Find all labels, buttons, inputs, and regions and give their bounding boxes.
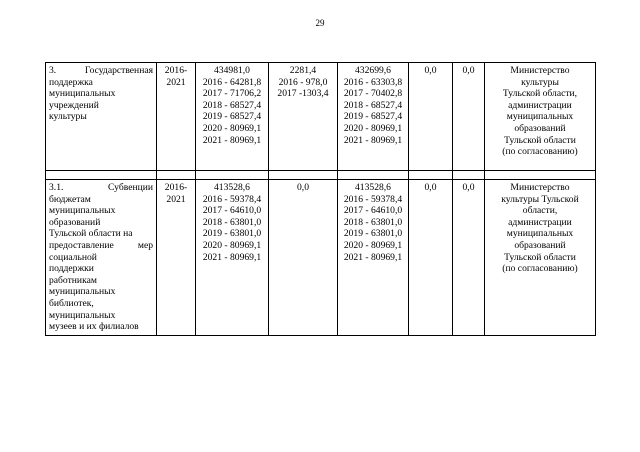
- executor-line: Тульской области: [504, 251, 576, 263]
- funding-value: 2020 - 80969,1: [202, 122, 262, 134]
- measure-name-line: муниципальных: [49, 88, 116, 100]
- executor-line: образований: [514, 122, 566, 134]
- executor-line: Министерство: [510, 65, 570, 76]
- table-row: [46, 63, 596, 171]
- measure-name-line: Тульской области на: [49, 228, 133, 240]
- funding-value: 2016 - 978,0: [278, 76, 328, 88]
- federal-funding-cell: [269, 63, 338, 171]
- funding-value: 2020 - 80969,1: [343, 239, 403, 251]
- period-end: 2021: [166, 76, 186, 88]
- funding-value: 2021 - 80969,1: [343, 251, 403, 263]
- measure-name-line: работникам: [49, 274, 97, 286]
- spacer-cell: [338, 171, 409, 180]
- funding-value: 2017 - 64610,0: [343, 205, 403, 217]
- executor-line: муниципальных: [506, 111, 574, 123]
- total-funding-cell: [196, 180, 269, 336]
- measure-name-line: поддержки: [49, 263, 94, 275]
- funding-value: 2020 - 80969,1: [343, 122, 403, 134]
- measure-name-line: 3.1. Субвенции: [49, 182, 153, 193]
- measure-name-line: учреждений: [49, 99, 99, 111]
- spacer-cell: [157, 171, 196, 180]
- funding-value: 413528,6: [355, 182, 391, 193]
- funding-value: 2019 - 63801,0: [343, 228, 403, 240]
- measure-name-line: предоставление мер: [49, 239, 153, 251]
- period-end: 2021: [166, 193, 186, 205]
- funding-value: 2018 - 63801,0: [343, 216, 403, 228]
- funding-value: 413528,6: [214, 182, 250, 193]
- spacer-row: [46, 171, 596, 180]
- executor-line: области,: [522, 205, 558, 217]
- funding-value: 432699,6: [355, 65, 391, 76]
- funding-value: 2020 - 80969,1: [202, 239, 262, 251]
- spacer-cell: [269, 171, 338, 180]
- measure-name-cell: [46, 63, 157, 171]
- executor-line: Министерство: [510, 182, 570, 193]
- spacer-cell: [46, 171, 157, 180]
- spacer-cell: [453, 171, 485, 180]
- measure-name-line: поддержка: [49, 76, 93, 88]
- measure-name-line: библиотек,: [49, 297, 94, 309]
- measure-name-line: 3. Государственная: [49, 65, 153, 76]
- funding-value: 2018 - 63801,0: [202, 216, 262, 228]
- funding-value: 2281,4: [289, 65, 317, 76]
- funding-value: 2019 - 63801,0: [202, 228, 262, 240]
- executor-line: (по согласованию): [502, 263, 578, 275]
- executor-cell: [485, 63, 596, 171]
- measure-name-line: культуры: [49, 111, 87, 123]
- funding-value: 2017 - 64610,0: [202, 205, 262, 217]
- executor-line: культуры Тульской: [501, 193, 579, 205]
- program-table: [45, 62, 596, 336]
- executor-line: культуры: [521, 76, 559, 88]
- other-funding-cell: 0,0: [453, 63, 485, 171]
- measure-name-line: муниципальных: [49, 205, 116, 217]
- funding-value: 2016 - 63303,8: [343, 76, 403, 88]
- local-funding-cell: 0,0: [409, 63, 453, 171]
- funding-value: 2018 - 68527,4: [343, 99, 403, 111]
- total-funding-cell: [196, 63, 269, 171]
- measure-name-line: музеев и их филиалов: [49, 321, 139, 333]
- table-row: [46, 180, 596, 336]
- funding-value: 2019 - 68527,4: [343, 111, 403, 123]
- measure-name-cell: [46, 180, 157, 336]
- measure-name-line: социальной: [49, 251, 97, 263]
- period-start: 2016-: [164, 65, 188, 76]
- federal-funding-cell: [269, 180, 338, 336]
- funding-value: 2017 -1303,4: [277, 88, 329, 100]
- executor-line: (по согласованию): [502, 146, 578, 158]
- executor-line: администрации: [508, 216, 572, 228]
- funding-value: 2016 - 59378,4: [202, 193, 262, 205]
- spacer-cell: [485, 171, 596, 180]
- regional-funding-cell: [338, 180, 409, 336]
- funding-value: 2016 - 64281,8: [202, 76, 262, 88]
- measure-name-line: муниципальных: [49, 286, 116, 298]
- executor-line: Тульской области: [504, 134, 576, 146]
- period-start: 2016-: [164, 182, 188, 193]
- funding-value: 2021 - 80969,1: [202, 251, 262, 263]
- funding-value: 2021 - 80969,1: [202, 134, 262, 146]
- funding-value: 434981,0: [214, 65, 250, 76]
- spacer-cell: [196, 171, 269, 180]
- local-funding-cell: 0,0: [409, 180, 453, 336]
- page-number: 29: [315, 18, 325, 28]
- measure-name-line: образований: [49, 216, 101, 228]
- period-cell: [157, 63, 196, 171]
- executor-cell: [485, 180, 596, 336]
- other-funding-cell: 0,0: [453, 180, 485, 336]
- period-cell: [157, 180, 196, 336]
- regional-funding-cell: [338, 63, 409, 171]
- spacer-cell: [409, 171, 453, 180]
- measure-name-line: муниципальных: [49, 309, 116, 321]
- funding-value: 2017 - 71706,2: [202, 88, 262, 100]
- executor-line: образований: [514, 239, 566, 251]
- funding-value: 2021 - 80969,1: [343, 134, 403, 146]
- funding-value: 2019 - 68527,4: [202, 111, 262, 123]
- funding-value: 2018 - 68527,4: [202, 99, 262, 111]
- executor-line: администрации: [508, 99, 572, 111]
- executor-line: муниципальных: [506, 228, 574, 240]
- executor-line: Тульской области,: [502, 88, 578, 100]
- measure-name-line: бюджетам: [49, 193, 91, 205]
- funding-value: 0,0: [297, 182, 309, 193]
- funding-value: 2017 - 70402,8: [343, 88, 403, 100]
- funding-value: 2016 - 59378,4: [343, 193, 403, 205]
